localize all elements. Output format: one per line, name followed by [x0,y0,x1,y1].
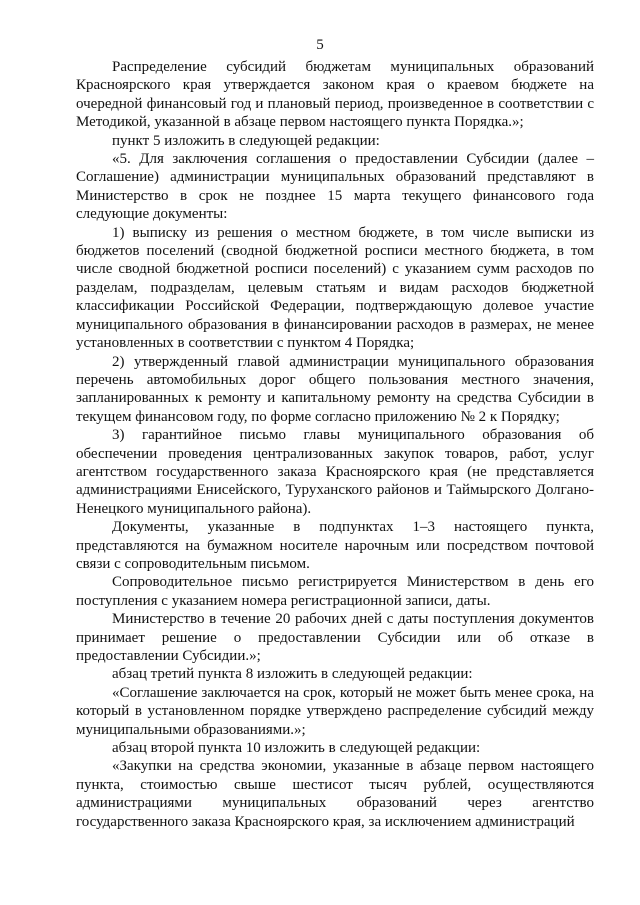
paragraph-point5-text: «5. Для заключения соглашения о предоставлении Субсидии (далее – Соглашение) администрации муниципальных образований представляют в Министерство в срок не позднее 15 марта текущего финансового года следующие документы: [76,151,594,223]
paragraph-point8-text: «Соглашение заключается на срок, который не может быть менее срока, на который в установленном порядке утверждено распределение субсидий между муниципальными образованиями.»; [76,684,594,738]
paragraph-documents-submission: Документы, указанные в подпунктах 1–3 настоящего пункта, представляются на бумажном носителе нарочным или посредством почтовой связи с сопроводительным письмом. [76,519,594,572]
paragraph-subitem-3: 3) гарантийное письмо главы муниципального образования об обеспечении проведения централизованных закупок товаров, работ, услуг агентством государственного заказа Красноярского края (не представляется администрациями Енисейского, Туруханского районов и Таймырского Долгано-Ненецкого муниципального района). [76,427,594,517]
paragraph-point10-text: «Закупки на средства экономии, указанные в абзаце первом настоящего пункта, стоимостью свыше шестисот тысяч рублей, осуществляются администрациями муниципальных образований через агентство государственного заказа Красноярского края, за исключением администраций [76,758,594,830]
paragraph-subsidy-distribution: Распределение субсидий бюджетам муниципальных образований Красноярского края утверждается законом края о краевом бюджете на очередной финансовый год и плановый период, произведенное в соответствии с Методикой, указанной в абзаце первом настоящего пункта Порядка.»; [76,59,594,131]
paragraph-cover-letter: Сопроводительное письмо регистрируется Министерством в день его поступления с указанием номера регистрационной записи, даты. [76,574,594,609]
paragraph-subitem-2: 2) утвержденный главой администрации муниципального образования перечень автомобильных дорог общего пользования местного значения, запланированных к ремонту и капитальному ремонту на средства Субсидии в текущем финансовом году, по форме согласно приложению № 2 к Порядку; [76,353,594,425]
paragraph-point8-intro: абзац третий пункта 8 изложить в следующей редакции: [112,666,473,683]
paragraph-point5-intro: пункт 5 изложить в следующей редакции: [112,132,380,149]
page-number: 5 [316,37,324,53]
document-body [76,58,594,831]
paragraph-ministry-decision: Министерство в течение 20 рабочих дней с даты поступления документов принимает решение о предоставлении Субсидии или об отказе в предоставлении Субсидии.»; [76,611,594,664]
paragraph-subitem-1: 1) выписку из решения о местном бюджете, в том числе выписки из бюджетов поселений (сводной бюджетной росписи местного бюджета, в том числе сводной бюджетной росписи поселений) с указанием сумм расходов по разделам, подразделам, целевым статьям и видам расходов бюджетной классификации Российской Федерации, подтверждающую долевое участие муниципального образования в финансировании расходов в размерах, не менее установленных в соответствии с пунктом 4 Порядка; [76,224,594,352]
paragraph-point10-intro: абзац второй пункта 10 изложить в следующей редакции: [112,740,481,757]
